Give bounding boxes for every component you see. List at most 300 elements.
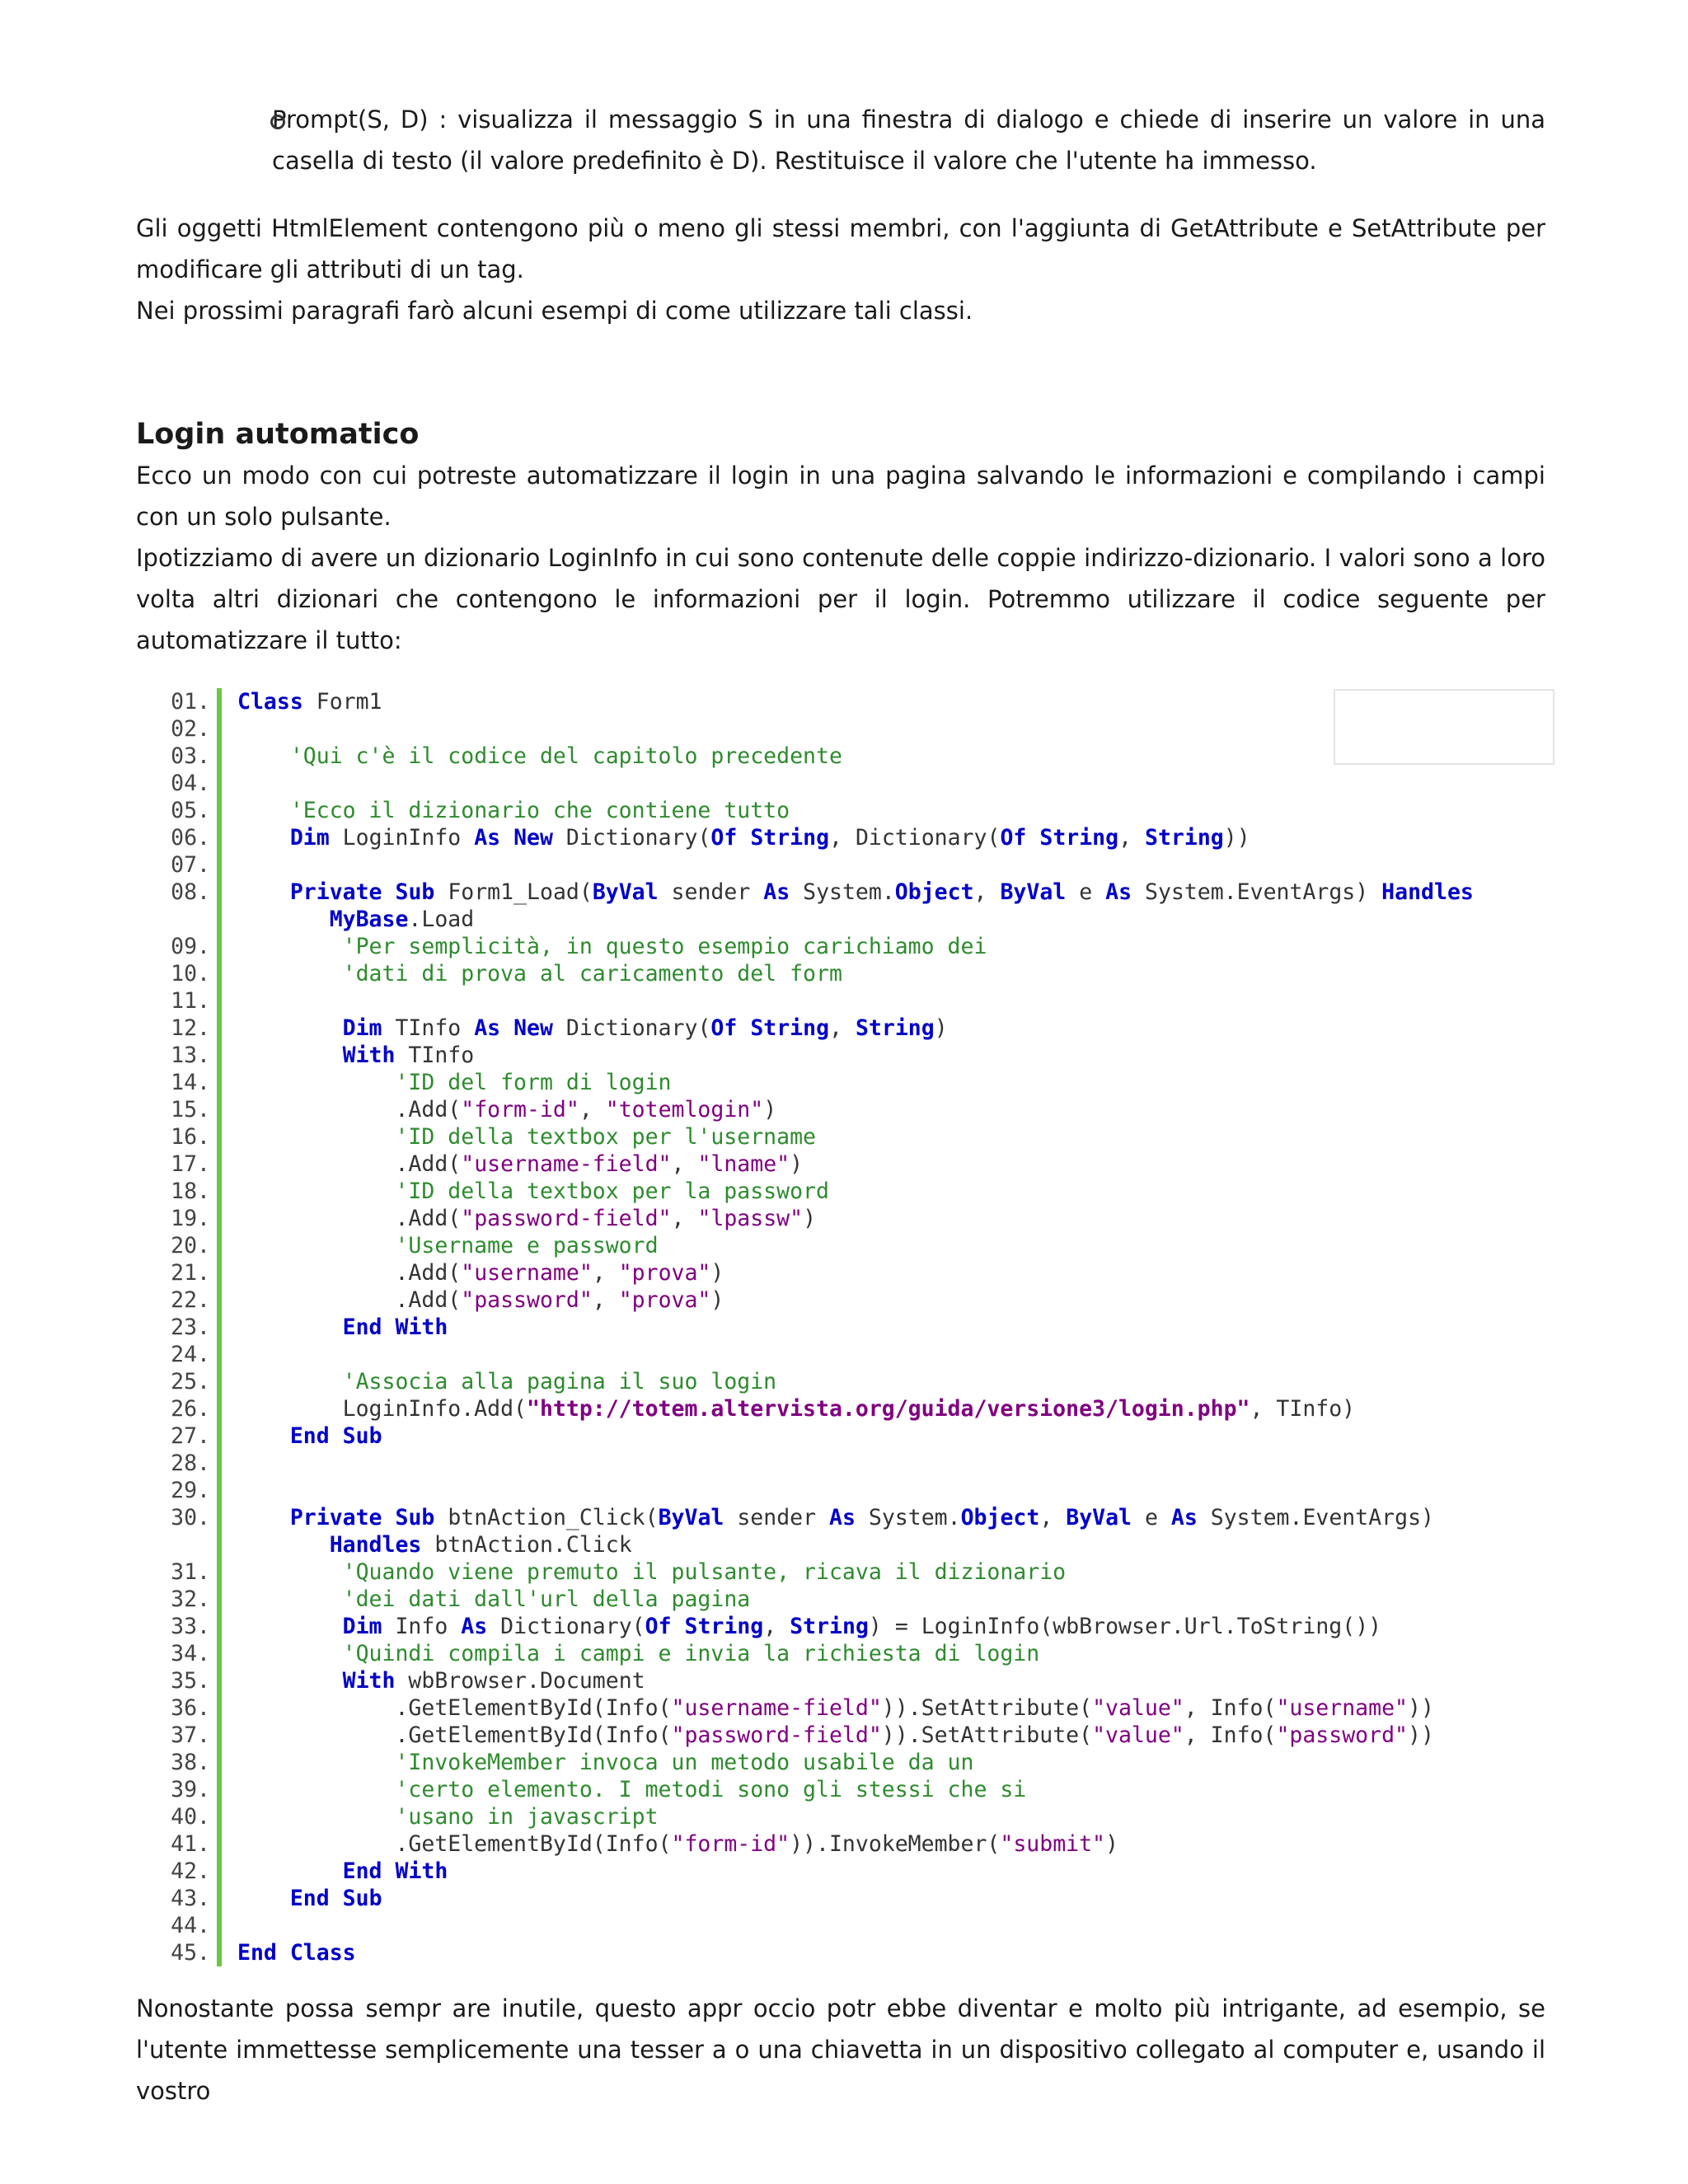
code-gutter-bar <box>217 1069 222 1096</box>
code-gutter-bar <box>217 824 222 851</box>
line-number: 37. <box>171 1722 210 1748</box>
code-token <box>237 1777 395 1802</box>
code-token: ) <box>763 1097 777 1122</box>
code-token: Handles <box>1381 879 1474 905</box>
section-paragraph-1: Ecco un modo con cui potreste automatizzare il login in una pagina salvando le informazioni e compilando i campi con un solo pulsante. <box>136 462 1545 531</box>
code-token: , <box>829 1015 856 1041</box>
code-line <box>165 1749 1558 1776</box>
line-number: 32. <box>171 1586 210 1612</box>
code-line <box>165 1015 1558 1042</box>
code-text <box>237 1259 1558 1286</box>
code-line <box>165 851 1558 879</box>
code-line <box>165 1368 1558 1395</box>
code-line <box>165 1096 1558 1123</box>
code-gutter-bar <box>217 1286 222 1314</box>
code-token: .GetElementById(Info( <box>237 1831 672 1857</box>
code-token: New <box>513 1015 553 1041</box>
code-line <box>165 933 1558 960</box>
code-token <box>237 934 343 959</box>
code-gutter-bar <box>217 1613 222 1640</box>
code-token: Dim <box>342 1614 382 1639</box>
code-token: Object <box>894 879 974 905</box>
code-token <box>237 1015 343 1041</box>
code-line <box>165 1694 1558 1722</box>
code-token: 'Per semplicità, in questo esempio carichiamo dei <box>342 934 987 959</box>
code-text <box>237 1151 1558 1178</box>
code-token: .Add( <box>237 1287 462 1313</box>
code-token: Private <box>289 1505 382 1530</box>
line-number: 18. <box>171 1179 210 1204</box>
code-gutter-bar <box>217 1015 222 1042</box>
code-gutter-bar <box>217 1586 222 1613</box>
code-token: .Add( <box>237 1097 462 1122</box>
code-gutter-bar <box>217 1558 222 1586</box>
line-number: 26. <box>171 1396 210 1422</box>
line-number: 08. <box>171 879 210 905</box>
code-token: Form1 <box>302 689 382 715</box>
code-token: "prova" <box>618 1260 711 1286</box>
code-line <box>165 770 1558 797</box>
code-text <box>237 1015 1558 1042</box>
code-line <box>165 1477 1558 1504</box>
code-text <box>237 1314 1558 1341</box>
code-token <box>237 1858 343 1884</box>
code-token: 'usano in javascript <box>395 1804 659 1830</box>
line-number: 43. <box>171 1886 210 1911</box>
code-token: As <box>763 879 790 905</box>
code-token: , Info( <box>1184 1695 1277 1721</box>
code-text <box>237 1586 1558 1613</box>
code-line <box>165 1069 1558 1096</box>
code-text <box>237 1368 1558 1395</box>
code-line <box>165 1286 1558 1314</box>
code-token: As <box>474 825 501 851</box>
code-token: , Dictionary( <box>829 825 1001 851</box>
code-token: String <box>1145 825 1224 851</box>
code-token: End <box>289 1886 330 1911</box>
code-token: Sub <box>395 1505 435 1530</box>
code-token: btnAction.Click <box>421 1532 632 1558</box>
code-token: )) <box>1223 825 1250 851</box>
code-token: ByVal <box>1066 1505 1132 1530</box>
code-token <box>382 1315 396 1340</box>
code-token <box>237 1641 343 1666</box>
code-gutter-bar <box>217 1232 222 1259</box>
code-line <box>165 1558 1558 1586</box>
code-line <box>165 1912 1558 1939</box>
code-token: ) <box>710 1260 724 1286</box>
code-token: "password" <box>1276 1722 1408 1748</box>
code-token: "value" <box>1092 1695 1184 1721</box>
code-text <box>237 1667 1558 1694</box>
code-line <box>165 1232 1558 1259</box>
code-token <box>330 1423 343 1449</box>
code-token: btnAction_Click( <box>434 1505 659 1530</box>
code-token: String <box>855 1015 935 1041</box>
intro-paragraph-1: Gli oggetti HtmlElement contengono più o meno gli stessi membri, con l'aggiunta di GetAttribute e SetAttribute per modificare gli attributi di un tag. <box>136 214 1545 284</box>
section-title: Login automatico <box>136 418 420 451</box>
code-line <box>165 987 1558 1015</box>
code-token: .GetElementById(Info( <box>237 1722 672 1748</box>
code-token: "form-id" <box>461 1097 579 1122</box>
code-token: e <box>1132 1505 1171 1530</box>
code-token: Of <box>1000 825 1027 851</box>
code-token <box>237 1668 343 1694</box>
code-line <box>165 1504 1558 1558</box>
code-token: 'Username e password <box>395 1233 659 1258</box>
code-token: Dictionary( <box>552 825 711 851</box>
code-token: With <box>342 1043 396 1068</box>
code-gutter-bar <box>217 1042 222 1069</box>
line-number: 13. <box>171 1043 210 1068</box>
code-token: 'ID della textbox per la password <box>395 1179 829 1204</box>
code-token: ByVal <box>592 879 659 905</box>
code-gutter-bar <box>217 1477 222 1504</box>
code-gutter-bar <box>217 879 222 933</box>
intro-paragraph-2: Nei prossimi paragrafi farò alcuni esempi di come utilizzare tali classi. <box>136 297 973 325</box>
code-token: As <box>1170 1505 1198 1530</box>
line-number: 06. <box>171 825 210 851</box>
code-gutter-bar <box>217 770 222 797</box>
code-gutter-bar <box>217 1858 222 1885</box>
code-gutter-bar <box>217 1694 222 1722</box>
code-gutter-bar <box>217 1450 222 1477</box>
code-token: .Add( <box>237 1206 462 1231</box>
code-line <box>165 1640 1558 1667</box>
code-line <box>165 1667 1558 1694</box>
code-line <box>165 715 1558 743</box>
code-token <box>330 1886 343 1911</box>
code-token: As <box>461 1614 488 1639</box>
line-number: 16. <box>171 1124 210 1150</box>
code-token <box>237 1614 343 1639</box>
code-text <box>237 1042 1558 1069</box>
code-token: "form-id" <box>671 1831 790 1857</box>
code-token <box>237 1369 343 1394</box>
line-number: 19. <box>171 1206 210 1231</box>
code-token: 'Qui c'è il codice del capitolo precedente <box>289 743 842 769</box>
code-token: 'Quindi compila i campi e invia la richiesta di login <box>342 1641 1040 1666</box>
code-token: Dim <box>289 825 330 851</box>
code-token: Of <box>645 1614 672 1639</box>
code-token: ) <box>710 1287 724 1313</box>
code-line <box>165 1422 1558 1450</box>
code-token <box>237 961 343 987</box>
code-gutter-bar <box>217 960 222 987</box>
code-token <box>237 1070 395 1095</box>
line-number: 35. <box>171 1668 210 1694</box>
code-token: , <box>973 879 1001 905</box>
code-text <box>237 1939 1558 1966</box>
code-token <box>237 1423 290 1449</box>
code-line <box>165 824 1558 851</box>
code-gutter-bar <box>217 1939 222 1966</box>
line-number: 27. <box>171 1423 210 1449</box>
code-text <box>237 1096 1558 1123</box>
code-token <box>737 825 750 851</box>
code-token: .Add( <box>237 1260 462 1286</box>
line-number: 25. <box>171 1369 210 1394</box>
code-token: "http://totem.altervista.org/guida/versione3/login.php" <box>527 1396 1250 1422</box>
code-line <box>165 1722 1558 1749</box>
line-number: 42. <box>171 1858 210 1884</box>
code-token: "lname" <box>697 1151 790 1177</box>
code-gutter-bar <box>217 1395 222 1422</box>
code-text <box>237 1722 1558 1749</box>
code-text <box>237 1069 1558 1096</box>
code-line <box>165 1586 1558 1613</box>
code-token: System. <box>790 879 895 905</box>
code-line <box>165 1395 1558 1422</box>
code-token: , TInfo) <box>1250 1396 1356 1422</box>
code-line <box>165 1341 1558 1368</box>
code-token: Sub <box>342 1886 382 1911</box>
line-number: 01. <box>171 689 210 715</box>
code-token: Info <box>382 1614 462 1639</box>
code-token: LoginInfo <box>329 825 475 851</box>
code-token: System.EventArgs) <box>1132 879 1382 905</box>
code-token <box>237 1315 343 1340</box>
code-token: , <box>579 1097 606 1122</box>
code-line <box>165 688 1558 715</box>
code-token <box>237 798 290 823</box>
code-token: "username-field" <box>461 1151 672 1177</box>
code-token: With <box>342 1668 396 1694</box>
line-number: 11. <box>171 988 210 1014</box>
code-line <box>165 960 1558 987</box>
code-gutter-bar <box>217 987 222 1015</box>
code-line <box>165 1259 1558 1286</box>
code-line <box>165 1151 1558 1178</box>
code-token: Of <box>710 1015 738 1041</box>
code-token: ) <box>803 1206 817 1231</box>
code-text <box>237 1749 1558 1776</box>
code-line <box>165 1776 1558 1803</box>
code-gutter-bar <box>217 1178 222 1205</box>
line-number: 22. <box>171 1287 210 1313</box>
code-text <box>237 1640 1558 1667</box>
code-gutter-bar <box>217 1803 222 1830</box>
code-token: , <box>763 1614 790 1639</box>
code-token: e <box>1066 879 1106 905</box>
code-token: Class <box>237 689 303 715</box>
code-text <box>237 1613 1558 1640</box>
code-token: )) <box>1407 1722 1434 1748</box>
line-number: 17. <box>171 1151 210 1177</box>
code-text <box>237 1504 1558 1558</box>
code-token: Dictionary( <box>552 1015 711 1041</box>
code-token: TInfo <box>382 1015 475 1041</box>
code-token: ) <box>934 1015 948 1041</box>
code-token: Private <box>289 879 382 905</box>
code-token: System.EventArgs) <box>1210 1505 1434 1530</box>
code-line <box>165 1205 1558 1232</box>
code-token: String <box>1039 825 1119 851</box>
code-token: 'certo elemento. I metodi sono gli stessi che si <box>395 1777 1027 1802</box>
code-token: String <box>750 1015 830 1041</box>
line-number: 03. <box>171 743 210 769</box>
code-token <box>382 1858 396 1884</box>
code-line <box>165 743 1558 770</box>
code-token: , <box>1118 825 1146 851</box>
line-number: 02. <box>171 716 210 742</box>
line-number: 14. <box>171 1070 210 1095</box>
code-token: "username-field" <box>671 1695 882 1721</box>
code-token: sender <box>724 1505 830 1530</box>
outro-paragraph: Nonostante possa sempr are inutile, questo appr occio potr ebbe diventar e molto più intrigante, ad esempio, se l'utente immettesse semplicemente una tesser a o una chiavetta in un dispositivo collegato al computer e, usando il vostro <box>136 1994 1545 2105</box>
section-body <box>136 455 1545 661</box>
code-token: System. <box>855 1505 961 1530</box>
code-gutter-bar <box>217 688 222 715</box>
bullet-text: Prompt(S, D) : visualizza il messaggio S in una finestra di dialogo e chiede di inserire un valore in una casella di testo (il valore predefinito è D). Restituisce il valore che l'utente ha immesso. <box>272 105 1545 175</box>
line-number: 09. <box>171 934 210 959</box>
line-number: 44. <box>171 1913 210 1938</box>
code-text <box>237 1205 1558 1232</box>
code-text <box>237 1858 1558 1885</box>
code-token: , <box>671 1151 698 1177</box>
code-block <box>165 688 1558 1966</box>
code-token <box>1026 825 1039 851</box>
code-gutter-bar <box>217 1259 222 1286</box>
line-number: 34. <box>171 1641 210 1666</box>
code-text <box>237 1178 1558 1205</box>
code-token: New <box>513 825 553 851</box>
code-gutter-bar <box>217 1368 222 1395</box>
code-token: "username" <box>461 1260 593 1286</box>
code-token: "value" <box>1092 1722 1184 1748</box>
code-token: ) = LoginInfo(wbBrowser.Url.ToString()) <box>868 1614 1382 1639</box>
intro-block <box>136 208 1545 331</box>
code-text <box>237 1422 1558 1450</box>
code-token: With <box>395 1315 448 1340</box>
code-token: , <box>592 1287 619 1313</box>
code-token <box>500 1015 513 1041</box>
code-token: Class <box>289 1940 356 1966</box>
code-token <box>237 1124 395 1150</box>
line-number: 21. <box>171 1260 210 1286</box>
code-token: Of <box>710 825 738 851</box>
code-token: , <box>592 1260 619 1286</box>
code-token <box>500 825 513 851</box>
code-line <box>165 1830 1558 1858</box>
code-token: String <box>684 1614 764 1639</box>
code-token <box>237 1804 395 1830</box>
bullet-ring-icon <box>270 115 285 129</box>
code-line <box>165 1858 1558 1885</box>
code-token: 'Quando viene premuto il pulsante, ricava il dizionario <box>342 1559 1067 1585</box>
line-number: 24. <box>171 1342 210 1367</box>
line-number: 23. <box>171 1315 210 1340</box>
code-line <box>165 1885 1558 1912</box>
code-text <box>237 1830 1558 1858</box>
code-line <box>165 1450 1558 1477</box>
code-token: MyBase <box>329 907 409 932</box>
code-token <box>237 1233 395 1258</box>
code-text <box>237 1232 1558 1259</box>
code-token <box>237 825 290 851</box>
code-token: , <box>1039 1505 1067 1530</box>
code-text <box>237 933 1558 960</box>
code-text <box>237 1776 1558 1803</box>
code-token <box>237 1505 290 1530</box>
code-token <box>237 907 330 932</box>
code-gutter-bar <box>217 1205 222 1232</box>
code-token: .GetElementById(Info( <box>237 1695 672 1721</box>
code-token: Object <box>960 1505 1040 1530</box>
code-line <box>165 1803 1558 1830</box>
line-number: 04. <box>171 771 210 796</box>
code-token: .Load <box>408 907 475 932</box>
code-token: Handles <box>329 1532 422 1558</box>
code-token: "lpassw" <box>697 1206 804 1231</box>
code-token: 'dati di prova al caricamento del form <box>342 961 842 987</box>
code-token: End <box>342 1858 382 1884</box>
code-token <box>237 1886 290 1911</box>
code-text <box>237 1123 1558 1151</box>
code-gutter-bar <box>217 1314 222 1341</box>
code-token: .Add( <box>237 1151 462 1177</box>
code-token <box>277 1940 290 1966</box>
line-number: 10. <box>171 961 210 987</box>
code-gutter-bar <box>217 1504 222 1558</box>
bullet-item <box>272 99 1545 181</box>
code-text <box>237 824 1558 851</box>
code-text <box>237 960 1558 987</box>
code-text <box>237 1694 1558 1722</box>
line-number: 29. <box>171 1478 210 1503</box>
code-gutter-bar <box>217 1722 222 1749</box>
code-gutter-bar <box>217 1640 222 1667</box>
code-token <box>237 1750 395 1775</box>
code-token: With <box>395 1858 448 1884</box>
code-line <box>165 879 1558 933</box>
code-token <box>237 1179 395 1204</box>
code-token: 'dei dati dall'url della pagina <box>342 1586 751 1612</box>
code-text <box>237 797 1558 824</box>
code-text <box>237 879 1558 933</box>
code-token: String <box>750 825 830 851</box>
code-token: wbBrowser.Document <box>395 1668 645 1694</box>
code-token <box>672 1614 685 1639</box>
code-token <box>382 879 396 905</box>
code-text <box>237 1286 1558 1314</box>
code-gutter-bar <box>217 1776 222 1803</box>
code-text <box>237 743 1558 770</box>
line-number: 28. <box>171 1451 210 1476</box>
code-token <box>237 1586 343 1612</box>
code-token: End <box>237 1940 277 1966</box>
code-token: Sub <box>395 879 435 905</box>
code-token: Form1_Load( <box>434 879 593 905</box>
code-token: Dictionary( <box>487 1614 645 1639</box>
code-token: 'ID del form di login <box>395 1070 672 1095</box>
code-gutter-bar <box>217 1830 222 1858</box>
code-token: )).SetAttribute( <box>881 1722 1093 1748</box>
code-token <box>237 1043 343 1068</box>
code-token: ByVal <box>1000 879 1067 905</box>
code-gutter-bar <box>217 1123 222 1151</box>
code-gutter-bar <box>217 933 222 960</box>
code-token: LoginInfo.Add( <box>237 1396 527 1422</box>
code-gutter-bar <box>217 1912 222 1939</box>
code-gutter-bar <box>217 1749 222 1776</box>
code-gutter-bar <box>217 797 222 824</box>
code-token: String <box>790 1614 869 1639</box>
code-gutter-bar <box>217 1151 222 1178</box>
code-token: "password-field" <box>671 1722 882 1748</box>
code-token: ) <box>790 1151 804 1177</box>
code-token: 'Ecco il dizionario che contiene tutto <box>289 798 790 823</box>
